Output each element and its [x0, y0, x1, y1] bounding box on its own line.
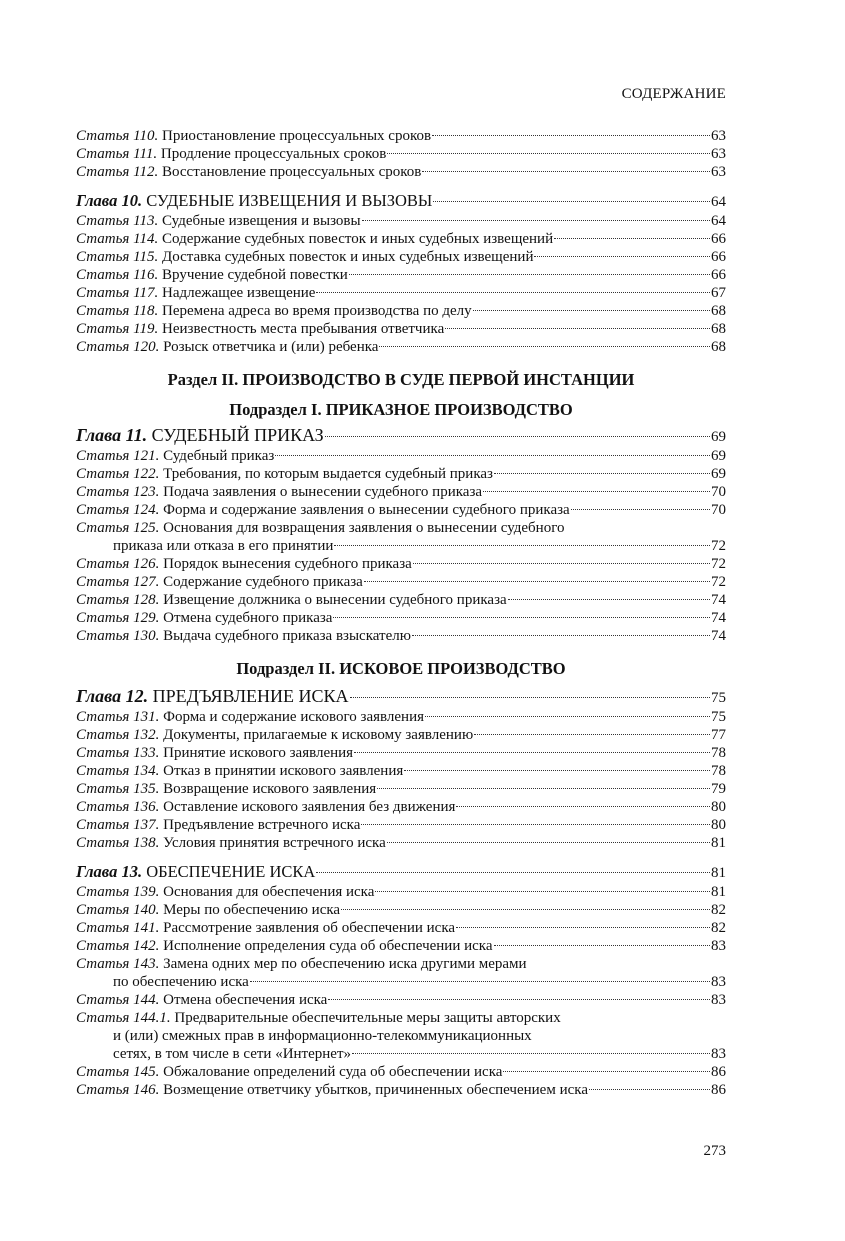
toc-chapter-10[interactable]: Глава 10. СУДЕБНЫЕ ИЗВЕЩЕНИЯ И ВЫЗОВЫ 64	[76, 191, 726, 210]
toc-entry-article-136[interactable]: Статья 136. Оставление искового заявления без движения 80	[76, 799, 726, 815]
page-ref: 67	[711, 285, 726, 301]
dot-leader	[508, 599, 710, 600]
page-ref: 83	[711, 1046, 726, 1062]
toc-entry-article-144[interactable]: Статья 144. Отмена обеспечения иска 83	[76, 992, 726, 1008]
subsection-heading: Подраздел II. ИСКОВОЕ ПРОИЗВОДСТВО	[236, 659, 566, 678]
dot-leader	[361, 824, 710, 825]
page-ref: 64	[711, 194, 726, 210]
toc-entry-article-130[interactable]: Статья 130. Выдача судебного приказа взыскателю 74	[76, 628, 726, 644]
toc-chapter-13[interactable]: Глава 13. ОБЕСПЕЧЕНИЕ ИСКА 81	[76, 862, 726, 881]
dot-leader	[387, 153, 710, 154]
dot-leader	[325, 436, 710, 437]
page-ref: 66	[711, 231, 726, 247]
toc-entry-article-137[interactable]: Статья 137. Предъявление встречного иска 80	[76, 817, 726, 833]
toc-entry-article-142[interactable]: Статья 142. Исполнение определения суда об обеспечении иска 83	[76, 938, 726, 954]
toc-entry-article-134[interactable]: Статья 134. Отказ в принятии искового заявления 78	[76, 763, 726, 779]
toc-entry-article-133[interactable]: Статья 133. Принятие искового заявления 78	[76, 745, 726, 761]
dot-leader	[422, 171, 710, 172]
toc-entry-article-126[interactable]: Статья 126. Порядок вынесения судебного приказа 72	[76, 556, 726, 572]
dot-leader	[334, 545, 710, 546]
page-ref: 66	[711, 267, 726, 283]
dot-leader	[377, 788, 710, 789]
dot-leader	[554, 238, 710, 239]
dot-leader	[571, 509, 710, 510]
dot-leader	[250, 981, 710, 982]
toc-entry-article-124[interactable]: Статья 124. Форма и содержание заявления о вынесении судебного приказа 70	[76, 502, 726, 518]
dot-leader	[432, 135, 710, 136]
page-ref: 63	[711, 128, 726, 144]
dot-leader	[275, 455, 710, 456]
toc-entry-article-144-1[interactable]: Статья 144.1. Предварительные обеспечительные меры защиты авторских и (или) смежных прав в информационно-телекоммуникационных сетях, в том числе в сети «Интернет» 83	[76, 1010, 726, 1062]
page-ref: 69	[711, 466, 726, 482]
dot-leader	[328, 999, 710, 1000]
toc-entry-article-140[interactable]: Статья 140. Меры по обеспечению иска 82	[76, 902, 726, 918]
page-ref: 72	[711, 574, 726, 590]
page-ref: 80	[711, 799, 726, 815]
page-ref: 64	[711, 213, 726, 229]
toc-entry-article-123[interactable]: Статья 123. Подача заявления о вынесении судебного приказа 70	[76, 484, 726, 500]
page-ref: 69	[711, 448, 726, 464]
toc-entry-article-145[interactable]: Статья 145. Обжалование определений суда об обеспечении иска 86	[76, 1064, 726, 1080]
page-ref: 81	[711, 884, 726, 900]
subsection-heading: Подраздел I. ПРИКАЗНОЕ ПРОИЗВОДСТВО	[229, 400, 573, 419]
dot-leader	[412, 635, 710, 636]
page-ref: 78	[711, 745, 726, 761]
page-ref: 63	[711, 164, 726, 180]
toc-entry-article-146[interactable]: Статья 146. Возмещение ответчику убытков, причиненных обеспечением иска 86	[76, 1082, 726, 1098]
dot-leader	[364, 581, 710, 582]
dot-leader	[494, 945, 710, 946]
page-ref: 68	[711, 339, 726, 355]
dot-leader	[362, 220, 710, 221]
page-ref: 79	[711, 781, 726, 797]
dot-leader	[473, 310, 710, 311]
dot-leader	[404, 770, 710, 771]
dot-leader	[341, 909, 710, 910]
page-ref: 72	[711, 538, 726, 554]
dot-leader	[534, 256, 710, 257]
page-number: 273	[703, 1143, 726, 1159]
toc-entry-article-135[interactable]: Статья 135. Возвращение искового заявления 79	[76, 781, 726, 797]
toc-entry-article-132[interactable]: Статья 132. Документы, прилагаемые к исковому заявлению 77	[76, 727, 726, 743]
toc-entry-article-131[interactable]: Статья 131. Форма и содержание искового заявления 75	[76, 709, 726, 725]
dot-leader	[589, 1089, 710, 1090]
toc-entry-article-138[interactable]: Статья 138. Условия принятия встречного иска 81	[76, 835, 726, 851]
dot-leader	[456, 806, 710, 807]
toc-entry-article-117[interactable]: Статья 117. Надлежащее извещение 67	[76, 285, 726, 301]
page-ref: 68	[711, 303, 726, 319]
dot-leader	[352, 1053, 710, 1054]
toc-entry-article-112[interactable]: Статья 112. Восстановление процессуальных сроков 63	[76, 164, 726, 180]
dot-leader	[433, 201, 710, 202]
page-ref: 68	[711, 321, 726, 337]
toc-entry-article-120[interactable]: Статья 120. Розыск ответчика и (или) ребенка 68	[76, 339, 726, 355]
toc-entry-article-113[interactable]: Статья 113. Судебные извещения и вызовы 64	[76, 213, 726, 229]
toc-entry-article-128[interactable]: Статья 128. Извещение должника о вынесении судебного приказа 74	[76, 592, 726, 608]
dot-leader	[316, 292, 710, 293]
running-title: СОДЕРЖАНИЕ	[621, 86, 726, 102]
page-ref: 83	[711, 974, 726, 990]
dot-leader	[333, 617, 710, 618]
page-ref: 81	[711, 865, 726, 881]
page-ref: 74	[711, 628, 726, 644]
toc-entry-article-122[interactable]: Статья 122. Требования, по которым выдается судебный приказ 69	[76, 466, 726, 482]
toc-entry-article-127[interactable]: Статья 127. Содержание судебного приказа 72	[76, 574, 726, 590]
page-ref: 82	[711, 902, 726, 918]
page-ref: 75	[711, 690, 726, 706]
dot-leader	[445, 328, 710, 329]
page-ref: 74	[711, 610, 726, 626]
dot-leader	[349, 274, 710, 275]
toc-entry-article-129[interactable]: Статья 129. Отмена судебного приказа 74	[76, 610, 726, 626]
dot-leader	[387, 842, 710, 843]
page-ref: 83	[711, 938, 726, 954]
toc-entry-article-115[interactable]: Статья 115. Доставка судебных повесток и иных судебных извещений 66	[76, 249, 726, 265]
dot-leader	[316, 872, 710, 873]
dot-leader	[350, 697, 710, 698]
toc-entry-article-114[interactable]: Статья 114. Содержание судебных повесток и иных судебных извещений 66	[76, 231, 726, 247]
dot-leader	[503, 1071, 710, 1072]
table-of-contents	[76, 127, 726, 1099]
page-ref: 70	[711, 502, 726, 518]
toc-chapter-11[interactable]: Глава 11. СУДЕБНЫЙ ПРИКАЗ 69	[76, 425, 726, 445]
dot-leader	[354, 752, 710, 753]
toc-entry-article-111[interactable]: Статья 111. Продление процессуальных сроков 63	[76, 146, 726, 162]
toc-entry-article-110[interactable]: Статья 110. Приостановление процессуальных сроков 63	[76, 128, 726, 144]
dot-leader	[375, 891, 710, 892]
page-ref: 81	[711, 835, 726, 851]
page-ref: 66	[711, 249, 726, 265]
toc-entry-article-116[interactable]: Статья 116. Вручение судебной повестки 66	[76, 267, 726, 283]
dot-leader	[425, 716, 710, 717]
page-ref: 82	[711, 920, 726, 936]
page-ref: 77	[711, 727, 726, 743]
page-ref: 74	[711, 592, 726, 608]
toc-entry-article-119[interactable]: Статья 119. Неизвестность места пребывания ответчика 68	[76, 321, 726, 337]
toc-entry-article-121[interactable]: Статья 121. Судебный приказ 69	[76, 448, 726, 464]
toc-entry-article-118[interactable]: Статья 118. Перемена адреса во время производства по делу 68	[76, 303, 726, 319]
toc-entry-article-143[interactable]: Статья 143. Замена одних мер по обеспечению иска другими мерами по обеспечению иска 83	[76, 956, 726, 990]
page-ref: 86	[711, 1082, 726, 1098]
page-ref: 70	[711, 484, 726, 500]
page-ref: 86	[711, 1064, 726, 1080]
page-ref: 63	[711, 146, 726, 162]
dot-leader	[483, 491, 710, 492]
toc-entry-article-139[interactable]: Статья 139. Основания для обеспечения иска 81	[76, 884, 726, 900]
toc-chapter-12[interactable]: Глава 12. ПРЕДЪЯВЛЕНИЕ ИСКА 75	[76, 686, 726, 706]
page-ref: 83	[711, 992, 726, 1008]
page-ref: 80	[711, 817, 726, 833]
page-ref: 69	[711, 429, 726, 445]
dot-leader	[474, 734, 710, 735]
toc-entry-article-125[interactable]: Статья 125. Основания для возвращения заявления о вынесении судебного приказа или отказа в его принятии 72	[76, 520, 726, 554]
dot-leader	[494, 473, 710, 474]
page-ref: 75	[711, 709, 726, 725]
page-ref: 72	[711, 556, 726, 572]
dot-leader	[456, 927, 710, 928]
dot-leader	[379, 346, 710, 347]
toc-entry-article-141[interactable]: Статья 141. Рассмотрение заявления об обеспечении иска 82	[76, 920, 726, 936]
section-heading: Раздел II. ПРОИЗВОДСТВО В СУДЕ ПЕРВОЙ ИНСТАНЦИИ	[167, 370, 635, 389]
dot-leader	[413, 563, 710, 564]
page-ref: 78	[711, 763, 726, 779]
